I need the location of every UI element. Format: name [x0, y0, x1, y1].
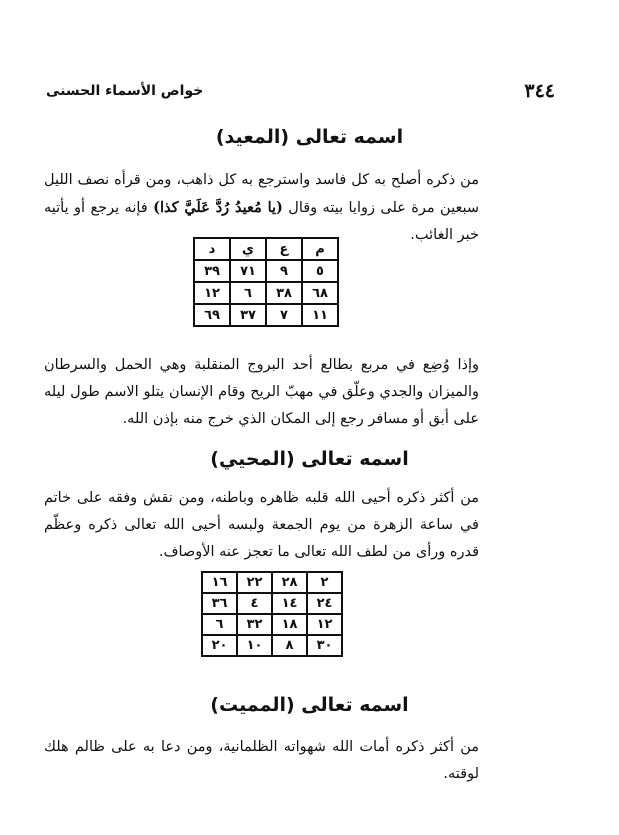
- grid-cell: ٢٢: [237, 572, 272, 593]
- grid-cell: ٤: [237, 593, 272, 614]
- magic-square-al-muhyi: [201, 571, 343, 657]
- grid-cell: ٣٠: [307, 635, 342, 656]
- grid-cell: ٣٦: [202, 593, 237, 614]
- magic-square-al-muid: [193, 237, 339, 327]
- grid-cell: ٥: [302, 260, 338, 282]
- grid-cell: ٦: [202, 614, 237, 635]
- paragraph-text: فإنه يرجع أو يأتيه خبر الغائب.: [44, 200, 479, 243]
- grid-cell: ٢٠: [202, 635, 237, 656]
- grid-cell: ١٤: [272, 593, 307, 614]
- section-title-al-mumit: اسمه تعالى (المميت): [210, 694, 409, 716]
- grid-cell: ١٨: [272, 614, 307, 635]
- grid-cell: ٦٩: [194, 304, 230, 326]
- grid-cell: ٣٩: [194, 260, 230, 282]
- grid-cell: ٧١: [230, 260, 266, 282]
- page-number: ٣٤٤: [524, 80, 555, 102]
- grid-cell: ٢٨: [272, 572, 307, 593]
- grid-cell: ي: [230, 238, 266, 260]
- table-row: [202, 593, 342, 614]
- grid-cell: د: [194, 238, 230, 260]
- grid-cell: ١١: [302, 304, 338, 326]
- running-title: خواص الأسماء الحسنى: [46, 83, 204, 99]
- grid-cell: ٦٨: [302, 282, 338, 304]
- paragraph-al-muhyi: من أكثر ذكره أحيى الله قلبه ظاهره وباطنه، ومن نقش وفقه على خاتم في ساعة الزهرة من يوم الجمعة ولبسه أحيى الله تعالى ذكره وعظّم قدره ورأى من لطف الله تعالى ما تعجز عنه الأوصاف.: [44, 490, 479, 560]
- table-row: [202, 635, 342, 656]
- table-row: [194, 260, 338, 282]
- grid-cell: ٦: [230, 282, 266, 304]
- table-row: [194, 238, 338, 260]
- table-row: [194, 282, 338, 304]
- table-row: [194, 304, 338, 326]
- grid-cell: ٨: [272, 635, 307, 656]
- grid-cell: ع: [266, 238, 302, 260]
- section-title-al-muhyi: اسمه تعالى (المحيي): [210, 448, 409, 470]
- grid-cell: ٢: [307, 572, 342, 593]
- page-header: [46, 78, 555, 104]
- grid-cell: ٣٨: [266, 282, 302, 304]
- grid-cell: ٩: [266, 260, 302, 282]
- grid-cell: ٣٧: [230, 304, 266, 326]
- grid-cell: ٧: [266, 304, 302, 326]
- grid-cell: ١٦: [202, 572, 237, 593]
- table-row: [202, 614, 342, 635]
- paragraph-al-mumit: من أكثر ذكره أمات الله شهواته الظلمانية، ومن دعا به على ظالم هلك لوقته.: [44, 739, 479, 782]
- paragraph-text: من ذكره أصلح به كل فاسد واسترجع به كل ذاهب، ومن قرأه نصف الليل سبعين مرة على زوايا بيته وقال: [44, 172, 479, 216]
- table-row: [202, 572, 342, 593]
- grid-cell: م: [302, 238, 338, 260]
- grid-cell: ١٠: [237, 635, 272, 656]
- section-title-al-muid: اسمه تعالى (المعيد): [215, 126, 404, 148]
- grid-cell: ١٢: [307, 614, 342, 635]
- paragraph-al-muid-zodiac: وإذا وُضِع في مربع بطالع أحد البروج المنقلبة وهي الحمل والسرطان والميزان والجدي وعلّق في مهبّ الريح وقام الإنسان يتلو الاسم طول ليله على أبق أو مسافر رجع إلى المكان الذي خرج منه بإذن الله.: [44, 357, 479, 427]
- grid-cell: ٢٤: [307, 593, 342, 614]
- grid-cell: ١٢: [194, 282, 230, 304]
- invocation-text: (يا مُعيدُ رُدَّ عَلَيَّ كذا): [153, 199, 283, 216]
- grid-cell: ٣٢: [237, 614, 272, 635]
